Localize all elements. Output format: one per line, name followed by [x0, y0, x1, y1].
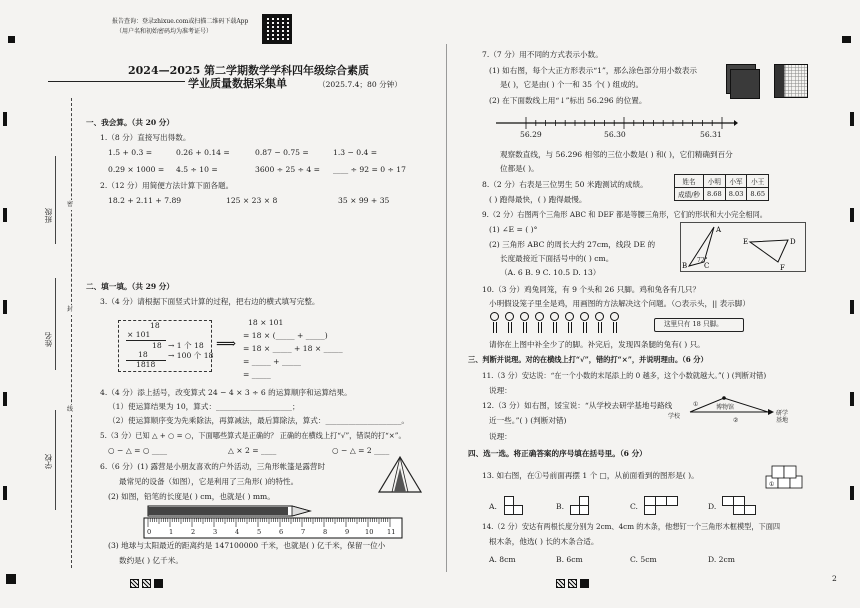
q7-part-1b: 是( )，它是由( ) 个一和 35 个( ) 组成的。 [500, 80, 644, 89]
numline-label: 56.31 [700, 130, 722, 139]
ruler-label: 9 [345, 528, 350, 536]
q7-part-1: (1) 如右图，每个大正方形表示“1”，那么涂色部分用小数表示 [489, 66, 698, 75]
exam-meta: （2025.7.4；80 分钟） [318, 80, 402, 89]
q8-line: ( ) 跑得最快，( ) 跑得最慢。 [489, 195, 587, 204]
registration-mark [850, 300, 854, 314]
route-label-museum: 博物馆 [716, 404, 735, 411]
chicken-leg-mark [586, 322, 587, 333]
name-label: 姓名 [44, 332, 53, 348]
page-id-marks-left [130, 573, 166, 592]
q9-options: （A. 6 B. 9 C. 10.5 D. 13） [500, 268, 601, 277]
q14-stem: 14.（2 分）安达有两根长度分别为 2cm、4cm 的木条，他想钉一个三角形木框模型，下面四 [482, 522, 781, 531]
section-1-heading: 一、我会算。（共 20 分） [86, 118, 174, 127]
chicken-head-icon [610, 312, 619, 321]
q1-item: 3600 ÷ 25 ÷ 4 = [255, 165, 320, 174]
ruler-label: 6 [279, 528, 284, 536]
svg-text:A: A [716, 226, 722, 234]
q5-stem: 5.（3 分）已知 △ + ○ = ○，下面哪些算式是正确的？ 正确的在横线上打“√”，错误的打“×”。 [100, 431, 406, 440]
page-id-marks-right [556, 573, 592, 592]
ruler-label: 7 [301, 528, 306, 536]
q5-item: ○ − △ = ○ ____ [108, 446, 168, 455]
registration-mark [3, 486, 7, 500]
chicken-leg-mark [511, 322, 512, 333]
ruler-label: 10 [365, 528, 374, 536]
chicken-head-icon [520, 312, 529, 321]
chicken-leg-mark [613, 322, 614, 333]
page-number: 2 [832, 574, 837, 583]
angle-label: 72° [697, 257, 708, 264]
chicken-leg-mark [538, 322, 539, 333]
table-header-cell: 小军 [725, 175, 747, 188]
q4-part-1: （1）使运算结果为 10，算式：____________________； [108, 402, 300, 411]
q4-stem: 4.（4 分）添上括号，改变算式 24 − 4 × 3 ÷ 6 的运算顺序和运算结果。 [100, 388, 352, 397]
chicken-leg-mark [583, 322, 584, 333]
table-cell: 成绩/秒 [675, 188, 704, 201]
q13-option-a[interactable]: A. [489, 502, 497, 511]
chicken-leg-mark [601, 322, 602, 333]
q7-part-3b: 位都是( )。 [500, 164, 539, 173]
svg-text:E: E [743, 238, 749, 246]
school-field[interactable] [55, 410, 56, 510]
horizontal-calc-line: = _____ [243, 370, 271, 379]
chicken-head-icon [490, 312, 499, 321]
svg-text:C: C [704, 262, 710, 270]
chicken-head-icon [535, 312, 544, 321]
table-cell: 8.68 [704, 188, 726, 201]
cube-figure [764, 462, 806, 490]
chicken-leg-mark [496, 322, 497, 333]
route-label-school: 学校 [668, 413, 681, 420]
ruler-label: 1 [169, 528, 174, 536]
table-cell: 8.65 [747, 188, 769, 201]
chicken-leg-mark [508, 322, 509, 333]
q13-stem: 13. 如右图，在①号前面再摆 1 个 □，从前面看到的图形是( )。 [482, 471, 699, 480]
school-label: 学校 [44, 454, 53, 470]
q3-stem: 3.（4 分）请根据下面竖式计算的过程，把右边的横式填写完整。 [100, 297, 320, 306]
q6-part-1b: 最常见的设备（如图），它是利用了三角形( )的特性。 [119, 477, 299, 486]
q14-option-b[interactable]: B. 6cm [556, 555, 583, 564]
decimal-square-partial [774, 64, 808, 98]
chicken-leg-mark [526, 322, 527, 333]
q4-part-2: （2）使运算顺序变为先乘除法，再算减法，最后算除法，算式：____________________。 [108, 416, 409, 425]
q1-stem: 1.（8 分）直接写出得数。 [100, 133, 191, 142]
name-field[interactable] [55, 278, 56, 370]
chicken-head-icon [595, 312, 604, 321]
table-cell: 8.03 [725, 188, 747, 201]
ruler-label: 0 [147, 528, 152, 536]
class-field[interactable] [55, 156, 56, 244]
ruler-label: 4 [235, 528, 240, 536]
q1-item: 0.87 − 0.75 = [255, 148, 309, 157]
registration-mark [850, 392, 854, 406]
q12-reason: 说理： [489, 432, 512, 441]
class-label: 班级 [44, 208, 53, 224]
binding-feng: 封 [67, 306, 74, 313]
q11-stem: 11.（3 分）安达说：“在一个小数的末尾添上的 0 越多，这个小数就越大。”( ) (判断对错) [482, 371, 767, 380]
column-divider [446, 44, 447, 572]
q6-stem: 6.（6 分）(1) 露营是小朋友喜欢的户外活动，三角形帐篷是露营时 [100, 462, 326, 471]
chicken-head-icon [505, 312, 514, 321]
ruler-label: 2 [191, 528, 196, 536]
chicken-leg-mark [556, 322, 557, 333]
q13-option-c[interactable]: C. [630, 502, 638, 511]
chicken-leg-mark [493, 322, 494, 333]
q7-part-3: 观察数直线，与 56.296 相邻的三位小数是( ) 和( )，它们精确到百分 [500, 150, 733, 159]
q1-item: 1.5 + 0.3 = [108, 148, 153, 157]
vertical-calc-line: 1818 [136, 360, 156, 369]
q6-part-3b: 数约是( ) 亿千米。 [119, 556, 183, 565]
q2-item: 18.2 + 2.11 + 7.89 [108, 196, 182, 205]
numline-label: 56.29 [520, 130, 542, 139]
q12-stem-b: 近一些。”( ) (判断对错) [489, 416, 567, 425]
q7-part-2: (2) 在下面数线上用“↓”标出 56.296 的位置。 [489, 96, 647, 105]
table-header-cell: 小明 [704, 175, 726, 188]
q10-b: 请你在上图中补全少了的脚。补完后，发现四条腿的兔有( ) 只。 [489, 340, 705, 349]
horizontal-calc-line: = 18 × _____ + 18 × _____ [243, 344, 343, 353]
q2-item: 125 × 23 × 8 [226, 196, 278, 205]
q11-reason: 说理： [489, 386, 512, 395]
q10-stem: 10.（3 分）鸡兔同笼，有 9 个头和 26 只脚。鸡和兔各有几只？ [482, 285, 701, 294]
q9-part-1: (1) ∠E = ( )° [489, 225, 538, 234]
section-4-heading: 四、选一选。将正确答案的序号填在括号里。（6 分） [468, 449, 647, 458]
registration-mark [850, 486, 854, 500]
svg-text:B: B [682, 262, 688, 270]
q14-option-a[interactable]: A. 8cm [489, 555, 516, 564]
qr-code [262, 14, 292, 44]
vertical-calc-line: 18 [138, 350, 148, 359]
route-label-2: ② [733, 417, 739, 424]
q12-stem: 12.（3 分）如右图，馁宝说：“从学校去研学基地号路线 [482, 401, 673, 410]
chicken-head-icon [550, 312, 559, 321]
ruler-labels [147, 527, 396, 537]
q1-item: 4.5 ÷ 10 = [176, 165, 218, 174]
binding-line [71, 98, 72, 568]
q5-item: ○ − △ = 2 ____ [332, 446, 390, 455]
vertical-calc-line: 18 [152, 341, 162, 350]
ruler-label: 5 [257, 528, 262, 536]
q13-option-b[interactable]: B. [556, 502, 564, 511]
q10-a: 小明假设笼子里全是鸡，用画图的方法解决这个问题。（○表示头，|| 表示脚） [489, 299, 750, 308]
decimal-square-full-2 [730, 69, 760, 99]
numline-label: 56.30 [604, 130, 626, 139]
chicken-leg-mark [523, 322, 524, 333]
registration-mark [842, 36, 851, 43]
registration-mark [3, 208, 7, 222]
table-header-cell: 姓名 [675, 175, 704, 188]
chicken-drawing [490, 312, 630, 336]
q14-option-c[interactable]: C. 5cm [630, 555, 657, 564]
svg-text:D: D [790, 238, 796, 246]
chicken-leg-mark [616, 322, 617, 333]
page-subtitle: 学业质量数据采集单 [188, 77, 287, 90]
chicken-head-icon [565, 312, 574, 321]
registration-mark [6, 574, 16, 584]
registration-mark [8, 36, 15, 43]
chicken-leg-mark [553, 322, 554, 333]
page-title: 2024—2025 第二学期数学学科四年级综合素质 [128, 64, 370, 77]
svg-text:F: F [780, 264, 785, 272]
q1-item: 0.26 + 0.14 = [176, 148, 230, 157]
registration-mark [850, 208, 854, 222]
route-label-1: ① [693, 401, 699, 408]
q2-stem: 2.（12 分）用简便方法计算下面各题。 [100, 181, 234, 190]
binding-xian: 线 [67, 406, 74, 413]
q6-part-3: (3) 地球与太阳最近的距离约是 147100000 千米，也就是( ) 亿千米，保留一位小 [108, 541, 386, 550]
horizontal-calc-line: = 18 × (_____ + _____) [243, 331, 328, 340]
q1-item: 0.29 × 1000 = [108, 165, 165, 174]
q1-item: 1.3 − 0.4 = [333, 148, 378, 157]
chicken-leg-mark [541, 322, 542, 333]
chicken-leg-mark [571, 322, 572, 333]
table-header-cell: 小王 [747, 175, 769, 188]
q2-item: 35 × 99 + 35 [338, 196, 390, 205]
svg-text:①: ① [769, 481, 775, 488]
q1-item: ____ ÷ 92 = 0 ÷ 17 [333, 165, 406, 174]
ruler-label: 11 [387, 528, 396, 536]
registration-mark [3, 300, 7, 314]
ruler-label: 3 [213, 528, 218, 536]
section-3-heading: 三、判断并说理。对的在横线上打“√”，错的打“×”，并说明理由。（6 分） [468, 355, 708, 364]
vertical-calc-note: → 1 个 18 [168, 341, 204, 350]
q6-part-2: (2) 如图，铅笔的长度是( ) cm，也就是( ) mm。 [108, 492, 275, 501]
q9-part-2b: 长度最接近下面括号中的( ) cm。 [500, 254, 614, 263]
chicken-leg-mark [598, 322, 599, 333]
q13-option-d[interactable]: D. [708, 502, 717, 511]
note-text: 这里只有 18 只脚。 [664, 320, 723, 328]
registration-mark [3, 112, 7, 126]
registration-mark [3, 392, 7, 406]
q14-stem-b: 根木条，他选( ) 长的木条合适。 [489, 537, 599, 546]
q14-option-d[interactable]: D. 2cm [708, 555, 735, 564]
chicken-head-icon [580, 312, 589, 321]
vertical-calc-line: 18 [150, 321, 160, 330]
vertical-calc-line: × 101 [127, 330, 151, 339]
report-notice: 报告查询：登录zhixue.com或扫描二维码下载App [112, 18, 249, 25]
q8-table [674, 174, 769, 201]
tent-figure [376, 454, 424, 496]
q9-stem: 9.（2 分）右图两个三角形 ABC 和 DEF 都是等腰三角形，它们的形状和大小完全相同。 [482, 210, 767, 219]
chicken-leg-mark [568, 322, 569, 333]
q9-part-2: (2) 三角形 ABC 的周长大约 27cm，线段 DE 的 [489, 240, 656, 249]
horizontal-calc-line: = _____ + _____ [243, 357, 301, 366]
registration-mark [850, 112, 854, 126]
q7-stem: 7.（7 分）用不同的方式表示小数。 [482, 50, 603, 59]
vertical-calc-note: → 100 个 18 [168, 351, 214, 360]
section-2-heading: 二、填一填。（共 29 分） [86, 282, 174, 291]
title-rule [48, 81, 185, 82]
right-arrow-icon: ⟹ [216, 336, 237, 352]
horizontal-calc-line: 18 × 101 [248, 318, 284, 327]
route-label-base: 研学基地 [776, 410, 789, 424]
q5-item: △ × 2 = ____ [228, 446, 277, 455]
report-notice-sub: （用户名和初始密码均为准考证号） [116, 28, 213, 35]
binding-mi: 密 [67, 201, 74, 208]
q8-stem: 8.（2 分）右表是三位男生 50 米跑测试的成绩。 [482, 180, 648, 189]
ruler-label: 8 [323, 528, 328, 536]
